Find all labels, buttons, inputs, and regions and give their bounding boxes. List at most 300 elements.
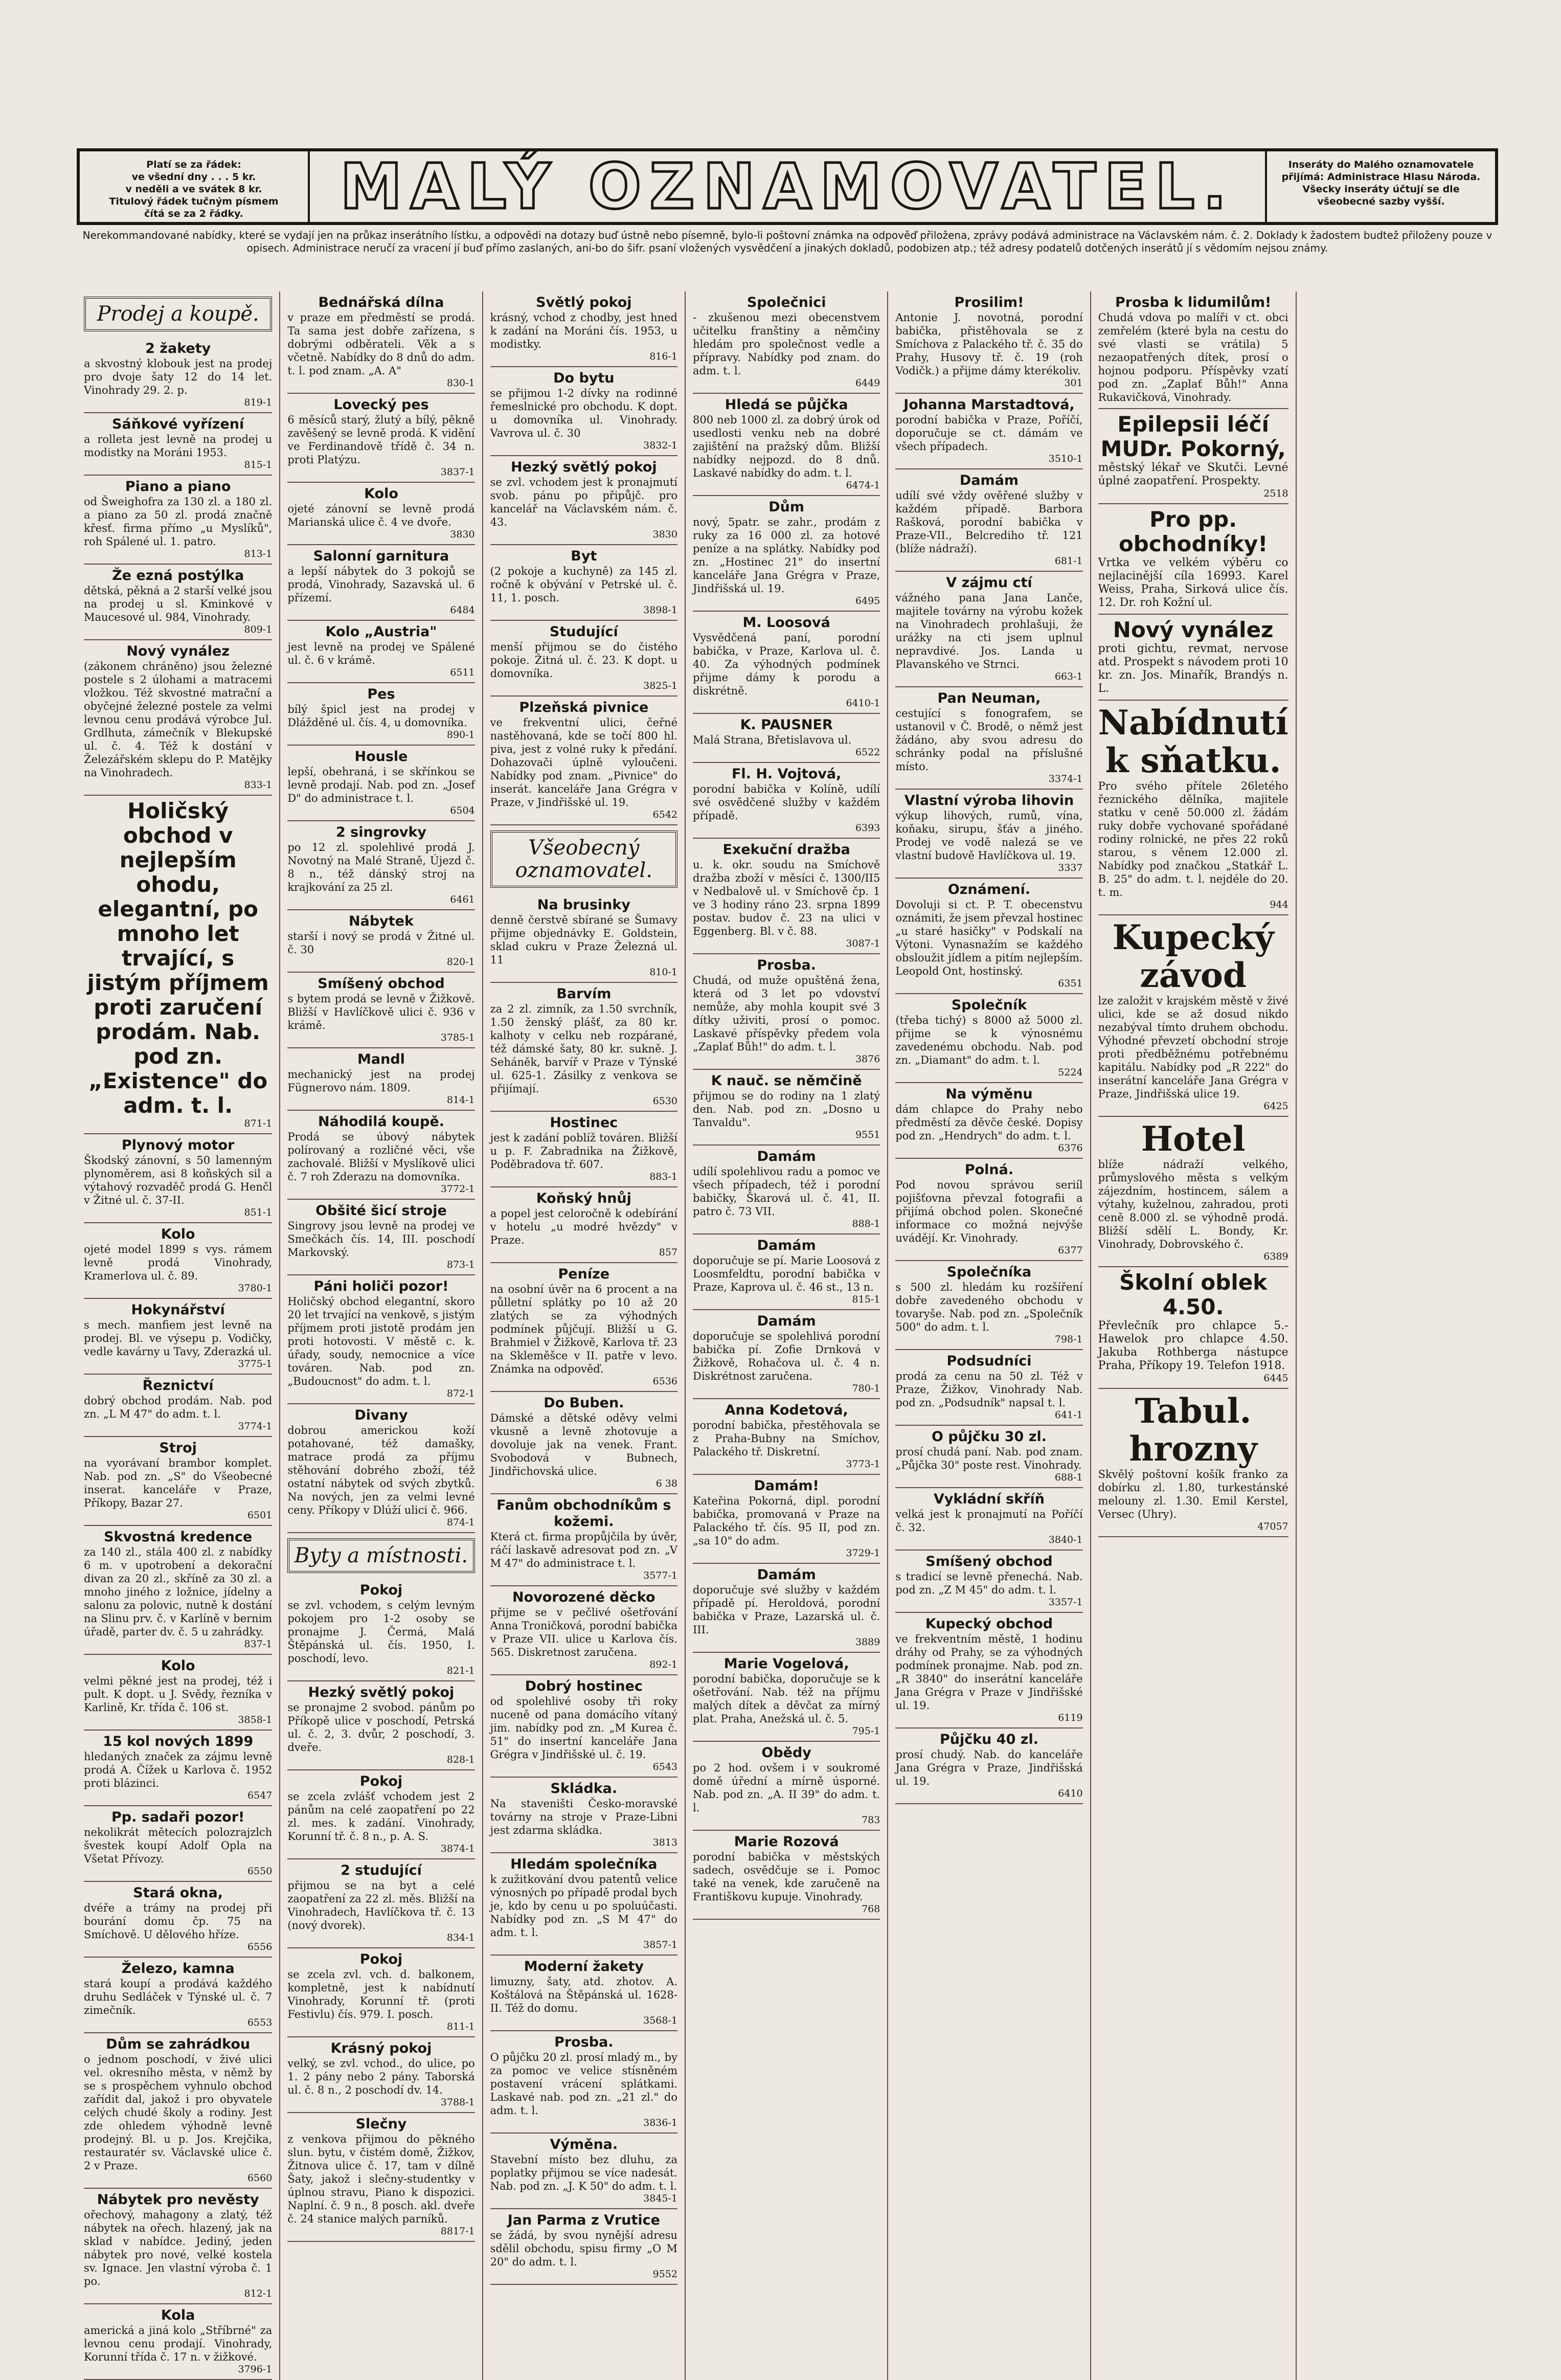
ad-text: Chudá vdova po malíři v ct. obci zemřelém (které byla na cestu do své vlasti se vrátila) 5 nezaopatřených dítek, prosí o hojnou podporu. Příspěvky vzatí pod zn. „Zaplať Bůh!" Anna Rukavičková, Vinohrady. <box>1098 311 1288 403</box>
ad-text: doporučuje své služby v každém případě pí. Heroldová, porodní babička v Praze, Lazarská ul. č. III. <box>693 1584 880 1636</box>
ad-text: nekolikrát mětecích polozrajzlch švestek koupí Adolf Opla na Všetat Přívozy. <box>84 1826 273 1865</box>
ad-text: Holičský obchod elegantní, skoro 20 let trvající na venkově, s jistým příjmem proti jistotě prodám jen proti hotovosti. V městě c. k. úřady, soudy, nemocnice a více továren. Nab. pod zn. „Budoucnost" do adm. t. l. <box>287 1295 475 1387</box>
ad-text: z venkova přijmou do pěkného slun. bytu, v čistém domě, Žižkov, Žitnova ulice č. 17, tam v dílně Šaty, jakož i slečny-studentky v úplnou stravu, Piano k dispozici. Naplní. č. 9 n., 8 posch. akl. dveře č. 24 stanice malých parníků. <box>287 2133 475 2225</box>
classified-ad <box>287 1200 474 1275</box>
ad-text: Kateřina Pokorná, dipl. porodní babička, promovaná v Praze na Palackého tř. čís. 95 II, pod zn. „sa 10" do adm. <box>693 1495 880 1547</box>
ad-heading: Dům se zahrádkou <box>106 2036 251 2052</box>
ad-number: 795-1 <box>852 1725 880 1737</box>
ad-column <box>685 291 887 2380</box>
classified-ad <box>895 1728 1082 1804</box>
section-heading: Všeobecný oznamovatel. <box>490 830 677 888</box>
classified-ad <box>490 1586 677 1675</box>
classified-ad <box>490 1494 677 1586</box>
ad-number: 681-1 <box>1054 555 1083 567</box>
ad-text: Která ct. firma propůjčila by úvěr, ráčí laskavě adresovat pod zn. „V M 47" do administrace t. l. <box>490 1531 677 1569</box>
ad-text: Antonie J. novotná, porodní babička, přistěhovala se z Smíchova z Palackého tř. č. 35 do Prahy, Husovy tř. č. 19 (roh Vodičk.) a přijme dámy kterékoliv. <box>895 311 1083 377</box>
classified-ad <box>490 1778 677 1853</box>
ad-heading: Podsudníci <box>946 1353 1032 1369</box>
ad-text: porodní babička v Kolíně, udílí své osvědčené služby v každém případě. <box>693 783 880 822</box>
ad-text: proti gichtu, revmat, nervose atd. Prospekt s návodem proti 10 kr. zn. Jos. Minařík, Brandýs n. L. <box>1098 642 1288 695</box>
ad-heading: 2 singrovky <box>335 824 427 840</box>
classified-ad <box>84 1375 272 1437</box>
ad-number: 3785-1 <box>440 1032 475 1043</box>
classified-ad <box>287 1048 474 1111</box>
classified-ad <box>490 1263 677 1392</box>
ad-number: 813-1 <box>244 548 273 559</box>
classified-ad <box>490 545 677 621</box>
rate-line: ve všední dny . . . 5 kr. <box>131 171 256 183</box>
ad-number: 874-1 <box>446 1517 475 1528</box>
ad-heading: Tabul. hrozny <box>1129 1391 1257 1469</box>
ad-heading: Prosba. <box>757 957 816 973</box>
ad-heading: Půjčku 40 zl. <box>939 1732 1039 1747</box>
ad-text: dětská, pěkná a 2 starší velké jsou na prodej u sl. Kminkové v Maucesové ul. 984, Vinohrady. <box>84 585 273 623</box>
ad-heading: Kolo <box>161 1658 195 1674</box>
ad-number: 3898-1 <box>643 604 677 616</box>
classified-ad <box>1098 1117 1288 1267</box>
classified-ad <box>693 763 880 839</box>
ad-heading: Smíšený obchod <box>318 976 445 992</box>
ad-number: 6449 <box>855 377 880 389</box>
classified-ad <box>490 291 677 367</box>
classified-ad <box>84 413 272 476</box>
ad-text: a lepší nábytek do 3 pokojů se prodá, Vinohrady, Sazavská ul. 6 přízemí. <box>287 565 475 604</box>
classified-ad <box>490 2209 677 2285</box>
ad-number: 6547 <box>247 1790 273 1801</box>
ad-heading: Že ezná postýlka <box>112 568 244 583</box>
ad-heading: Piano a piano <box>125 479 231 495</box>
masthead-info <box>1265 151 1495 222</box>
ad-heading: Pokoj <box>359 1773 403 1789</box>
ad-heading: Prosilim! <box>954 295 1024 310</box>
ad-heading: Hezký světlý pokoj <box>511 459 657 475</box>
classified-ad <box>287 483 474 545</box>
ad-text: dobrou americkou koží potahované, též damašky, matrace prodá za příjmu stěhování dobrého zboží, též ostatní nábytek od svých zbytků. Na nových, jen za velmi levné ceny. Příkopy v Dlúží ulici č. 966. <box>287 1424 475 1516</box>
ad-number: 6501 <box>247 1510 273 1521</box>
ad-number: 783 <box>862 1814 880 1826</box>
ad-number: 3788-1 <box>440 2097 475 2108</box>
ad-number: 809-1 <box>244 624 273 635</box>
ad-number: 3510-1 <box>1048 453 1083 464</box>
ad-text: porodní babička v Praze, Poříčí, doporučuje se ct. dámám ve všech případech. <box>895 414 1083 453</box>
ad-heading: Prosba k lidumilům! <box>1115 295 1272 310</box>
ad-heading: Stará okna, <box>133 1885 223 1901</box>
ad-number: 47057 <box>1257 1521 1288 1532</box>
ad-text: velký, se zvl. vchod., do ulice, po 1. 2 pány nebo 2 pány. Taborská ul. č. 8 n., 2 poschodí dv. 14. <box>287 2057 475 2096</box>
ad-heading: Obědy <box>761 1745 811 1761</box>
ad-number: 3825-1 <box>643 680 677 691</box>
ad-number: 6536 <box>652 1376 677 1387</box>
ad-number: 768 <box>862 1903 880 1915</box>
ad-heading: Dobrý hostinec <box>525 1678 643 1694</box>
ad-text: ve frekventní ulici, čeřné nastěhovaná, kde se točí 800 hl. piva, jest z volné ruky k předání. Dohazovači úplně vyloučeni. Nabídky pod znam. „Pivnice" do inserát. kanceláře Jana Grégra v Praze, v Jindřišské ul. 19. <box>490 716 677 809</box>
rate-line: Platí se za řádek: <box>146 159 241 170</box>
ad-text: menší přijmou se do čistého pokoje. Žitná ul. č. 23. K dopt. u domovníka. <box>490 641 677 680</box>
ad-heading: 2 studující <box>341 1862 422 1878</box>
ad-heading: Kola <box>161 2307 195 2323</box>
ad-number: 6556 <box>247 1941 273 1952</box>
ad-heading: Housle <box>354 749 408 765</box>
classified-ad <box>693 714 880 763</box>
ad-number: 821-1 <box>446 1665 475 1676</box>
classified-ad <box>895 1613 1082 1728</box>
classified-ad <box>287 1770 474 1859</box>
ad-number: 6410-1 <box>846 698 880 709</box>
ad-heading: Vlastní výroba lihovin <box>904 793 1074 809</box>
ad-number: 3568-1 <box>643 2015 677 2026</box>
classified-ad <box>895 291 1082 394</box>
ad-text: s mech. manfiem jest levně na prodej. Bl. ve výsepu p. Vodičky, vedle kavárny u Tavy, Zderazká ul. <box>84 1319 273 1358</box>
ad-text: za 2 zl. zimník, za 1.50 svrchník, 1.50 ženský plášť, za 80 kr. kalhoty v celku neb rozpárané, též dámské šaty, 80 kr. sukně. J. Seháněk, barvíř v Praze v Týnské ul. 625-1. Zásilky z venkova se přijímají. <box>490 1003 677 1095</box>
ad-text: u. k. okr. soudu na Smíchově dražba zboží v měsíci č. 1300/II5 v Nedbalově ul. v Smíchově čp. 1 ve 3 hodiny ráno 23. srpna 1899 postav. budov č. 23 na ulici v Eggenberg. Bl. v č. 88. <box>693 859 880 937</box>
ad-number: 6393 <box>855 822 880 834</box>
ad-number: 6425 <box>1263 1101 1288 1112</box>
classified-ad <box>84 476 272 565</box>
classified-ad <box>895 1159 1082 1261</box>
classified-ad <box>287 2037 474 2113</box>
ad-heading: Studující <box>549 624 618 640</box>
classified-ad <box>693 1742 880 1831</box>
classified-ad <box>490 1112 677 1187</box>
classified-ad <box>287 394 474 483</box>
ad-text: se žádá, by svou nynější adresu sdělil obchodu, spisu firmy „O M 20" do adm. t. l. <box>490 2229 677 2268</box>
ad-number: 828-1 <box>446 1754 475 1765</box>
ad-heading: Barvím <box>556 986 612 1002</box>
ad-heading: Náhodilá koupě. <box>318 1114 444 1130</box>
ad-text: lze založit v krajském městě v živé ulici, kde se až dosud nikdo nezabýval tímto druhem obchodu. Výhodné převzetí obchodní stroje proti předběžnému potřebnému kapitálu. Nabídky pod „R 222" do inserátní kanceláře Jana Grégra v Praze, Jindřišská ulice 19. <box>1098 995 1288 1100</box>
ad-text: porodní babička, přestěhovala se z Praha-Bubny na Smíchov, Palackého tř. Diskretní. <box>693 1419 880 1458</box>
ad-text: porodní babička v městských sadech, osvědčuje se i. Pomoc také na venek, kde zaručeně na Františkovu kupuje. Vinohrady. <box>693 1851 880 1903</box>
ad-text: blíže nádraží velkého, průmyslového města s velkým zájezdním, hostincem, sálem a výtahy, kuželnou, zahradou, proti ceně 8.000 zl. se výhodně prodá. Bližší sdělí L. Bondy, Kr. Vinohrady, Dobrovského č. <box>1098 1158 1288 1250</box>
classified-ad <box>490 1392 677 1494</box>
ad-number: 815-1 <box>244 459 273 470</box>
ad-number: 6560 <box>247 2172 273 2184</box>
ad-heading: Pan Neuman, <box>937 690 1041 706</box>
ad-heading: Krásný pokoj <box>330 2040 432 2056</box>
classified-ad <box>287 746 474 821</box>
ad-heading: Kupecký závod <box>1112 917 1274 995</box>
ad-text: k zužitkování dvou patentů velice výnosných po případě prodal bych je, kdo by cenu u po spoluúčasti. Nabídky pod zn. „S M 47" do adm. t. l. <box>490 1873 677 1939</box>
ad-heading: Stroj <box>159 1440 197 1456</box>
ad-text: se zvl. vchodem jest k pronajmutí svob. pánu po připůjč. pro kancelář na Václavském nám. č. 43. <box>490 476 677 528</box>
ad-text: přijmou se do rodiny na 1 zlatý den. Nab. pod zn. „Dosno u Tanvaldu". <box>693 1090 880 1129</box>
classified-ad <box>84 2189 272 2304</box>
classified-ad <box>84 1299 272 1375</box>
classified-ad <box>1098 1389 1288 1537</box>
classified-ad <box>84 1526 272 1655</box>
ad-number: 3780-1 <box>238 1283 273 1294</box>
ad-text: krásný, vchod z chodby, jest hned k zadání na Moráni čís. 1953, u modistky. <box>490 311 677 350</box>
ad-heading: Školní oblek 4.50. <box>1119 1270 1268 1319</box>
ad-text: prosí chudý. Nab. do kanceláře Jana Grégra v Praze, Jindřišská ul. 19. <box>895 1748 1083 1787</box>
ad-text: porodní babička, doporučuje se k ošetřování. Nab. též na příjmu malých dítek a děvčat za mírný plat. Praha, Anežská ul. č. 5. <box>693 1673 880 1725</box>
ad-column <box>1296 291 1498 2380</box>
classified-ad <box>287 683 474 746</box>
ad-heading: Jan Parma z Vrutice <box>507 2212 660 2228</box>
section-heading: Byty a místnosti. <box>287 1538 474 1573</box>
ad-text: hledaných značek za zájmu levně prodá A. Čížek u Karlova č. 1952 proti blázinci. <box>84 1750 273 1789</box>
page-title: MALÝ OZNAMOVATEL. <box>340 150 1235 223</box>
ad-text: Na staveništi Česko-moravské továrny na stroje v Praze-Libni jest zdarma skládka. <box>490 1798 677 1836</box>
ad-text: Malá Strana, Břetislavova ul. <box>693 734 852 746</box>
ad-text: Skvělý poštovní košík franko za dobírku zl. 1.80, turkestánské melouny zl. 1.30. Emil Kerstel, Versec (Uhry). <box>1098 1468 1288 1520</box>
ad-heading: Kolo <box>364 486 398 502</box>
classified-ad <box>287 545 474 621</box>
ad-text: Pro svého přítele 26letého řeznického dělníka, majitele statku v ceně 50.000 zl. žádám ruky dobře vychované spořádané rodiny rolnické, ne přes 22 roků starou, s věnem 12.000 zl. Nabídky pod značkou „Statkář L. B. 25" do adm. t. l. nejdéle do 20. t. m. <box>1098 780 1288 899</box>
ad-text: limuzny, šaty, atd. zhotov. A. Koštálová na Štěpánská ul. 1628-II. Též do domu. <box>490 1975 677 2014</box>
ad-number: 6542 <box>652 809 677 820</box>
classified-ad <box>693 1831 880 1920</box>
ad-number: 9552 <box>652 2269 677 2280</box>
ad-text: přijmou se na byt a celé zaopatření za 22 zl. měs. Bližší na Vinohradech, Havlíčkova tř. č. 13 (nový dvorek). <box>287 1879 475 1932</box>
ad-number: 872-1 <box>446 1388 475 1399</box>
ad-number: 6389 <box>1263 1251 1288 1262</box>
ad-number: 301 <box>1064 377 1083 389</box>
ad-text: - zkušenou mezi obecenstvem učitelku franštiny a němčiny hledám pro společnost vedle a přípravy. Nabídky pod znam. do adm. t. l. <box>693 311 880 377</box>
classified-ad <box>490 1187 677 1263</box>
ad-heading: Nový vynález <box>126 643 230 659</box>
ad-text: dám chlapce do Prahy nebo předměstí za děvče české. Dopisy pod zn. „Hendrych" do adm. t. l. <box>895 1103 1083 1142</box>
info-line: přijímá: Administrace Hlasu Národa. <box>1281 171 1481 183</box>
ad-heading: Polná. <box>964 1162 1014 1178</box>
ad-heading: Obšité šicí stroje <box>315 1203 447 1219</box>
ad-heading: Nabídnutí k sňatku. <box>1098 703 1288 780</box>
ad-heading: Hledá se půjčka <box>725 397 848 413</box>
ad-heading: Nábytek pro nevěsty <box>97 2192 259 2208</box>
ad-heading: Dům <box>768 499 805 515</box>
ad-number: 3832-1 <box>643 440 677 451</box>
info-line: Všecky inseráty účtují se dle všeobecné sazby vyšší. <box>1302 184 1460 207</box>
ad-heading: Železo, kamna <box>121 1961 235 1977</box>
ad-number: 811-1 <box>446 2021 475 2032</box>
ad-heading: Moderní žakety <box>524 1959 644 1974</box>
classified-ad <box>287 1859 474 1948</box>
ad-number: 3874-1 <box>440 1843 475 1854</box>
ad-number: 3774-1 <box>238 1421 273 1432</box>
ad-heading: Plzeňská pivnice <box>519 700 649 715</box>
ad-number: 3889 <box>855 1636 880 1648</box>
ad-text: Dámské a dětské oděvy velmi vkusně a levně zhotovuje a dovoluje jak na venek. Frant. Svobodová v Bubnech, Jindřichovská ulice. <box>490 1412 677 1477</box>
ad-text: jest levně na prodej ve Spálené ul. č. 6 v krámě. <box>287 641 475 666</box>
ad-number: 3087-1 <box>846 938 880 949</box>
ad-text: O půjčku 20 zl. prosí mladý m., by za pomoc ve velice stísněném postavení vrácení splátkami. Laskavé nab. pod zn. „21 zl." do adm. t. l. <box>490 2051 677 2117</box>
classified-ad <box>84 1655 272 1731</box>
ad-heading: Damám <box>959 473 1019 488</box>
ad-number: 3577-1 <box>643 1570 677 1581</box>
ad-heading: Marie Rozová <box>734 1834 839 1850</box>
classified-ad <box>490 1956 677 2031</box>
ad-text: Dovoluji si ct. P. T. obecenstvu oznámiti, že jsem převzal hostinec „u staré hasičky" v Podskalí na Výtoni. Vynasnažím se každého obsloužit jídlem a pitím nejlepším. Leopold Ont, hostinský. <box>895 899 1083 977</box>
ad-text: mechanický jest na prodej Fügnerovo nám. 1809. <box>287 1068 475 1094</box>
classified-ad <box>287 1111 474 1200</box>
ad-heading: Hledám společníka <box>510 1856 658 1872</box>
classified-ad <box>84 1437 272 1526</box>
classified-ad <box>693 954 880 1070</box>
classified-ad <box>895 1551 1082 1613</box>
ad-text: se zvl. vchodem, s celým levným pokojem pro 1-2 osoby se pronajme J. Čermá, Malá Štěpánská ul. čís. 1950, I. poschodí, levo. <box>287 1599 475 1665</box>
ad-heading: Nábytek <box>349 913 414 929</box>
classified-ad <box>287 821 474 910</box>
ad-text: ořechový, mahagony a zlatý, též nábytek na ořech. hlazený, jak na sklad v nabídce. Jediný, jeden nábytek pro nové, velké kostela sv. Ignace. Jen vlastní výroba č. 1 po. <box>84 2209 273 2287</box>
classified-ad <box>287 2113 474 2242</box>
ad-heading: Sáňkové vyřízení <box>112 416 244 432</box>
ad-text: Pod novou správou seriíl pojišťovna převzal fotografii a přijímá obchod polen. Skonečné informace co možná nejvýše uvádějí. Kr. Vinohrady. <box>895 1179 1083 1244</box>
classified-ad <box>895 1261 1082 1350</box>
ad-number: 3858-1 <box>238 1714 273 1725</box>
ad-heading: Kolo „Austria" <box>325 624 437 640</box>
ad-text: od Šweighofra za 130 zl. a 180 zl. a piano za 50 zl. prodá značně křesť. firma přímo „u Myslíků", roh Spálené ul. 1. patro. <box>84 496 273 548</box>
ad-heading: Novorozené děcko <box>512 1589 655 1605</box>
ad-number: 3796-1 <box>238 2364 273 2375</box>
classified-ad <box>895 469 1082 572</box>
classified-ad <box>84 338 272 413</box>
ad-text: o jednom poschodí, v živé ulici vel. okresního města, v němž by se s prospěchem vyhnulo obchod zařídit dal, jakož i pro obyvatele celých chudé školy a rodiny. Jest zde ohledem výhodně levně prodejný. Bl. u p. Jos. Krejčika, restauratér sv. Václavské ulice č. 2 v Praze. <box>84 2053 273 2172</box>
section-heading: Prodej a koupě. <box>84 297 272 331</box>
ad-text: s tradicí se levně přenechá. Nab. pod zn. „Z M 45" do adm. t. l. <box>895 1570 1083 1596</box>
ad-heading: Koňský hnůj <box>536 1191 631 1206</box>
ad-number: 6504 <box>450 805 475 816</box>
rate-line: Titulový řádek tučným písmem <box>109 196 279 207</box>
ad-heading: Hezký světlý pokoj <box>308 1685 455 1700</box>
ad-number: 3836-1 <box>643 2117 677 2128</box>
ad-number: 812-1 <box>244 2288 273 2299</box>
classified-ad <box>84 640 272 796</box>
classified-ad <box>84 1223 272 1299</box>
ad-number: 816-1 <box>649 351 677 362</box>
masthead-note: Nerekommandované nabídky, které se vydají jen na průkaz inserátního lístku, a odpovědi na dotazy buď ústně nebo písemně, bylo-li poštovní známka na odpověď přiložena, zprávy podává administrace na Václavském nám. č. 2. Doklady k žadostem budtež přiloženy pouze v opisech. Administrace neručí za vracení jí buď přímo zaslaných, ani-bo do šifr. psaní vložených vysvědčení a jinakých dokladů, podobizen atp.; též adresy podatelů dotčených inserátů jí s vědomím nejsou známy. <box>82 229 1492 254</box>
ad-columns <box>77 291 1498 2375</box>
ad-heading: Pes <box>367 686 395 702</box>
classified-ad <box>490 621 677 697</box>
ad-text: ve frekventním městě, 1 hodinu dráhy od Prahy, se za výhodných podmínek pronajme. Nab. pod zn. „R 3840" do inserátní kanceláře Jana Grégra v Praze v Jindřišské ul. 19. <box>895 1633 1083 1712</box>
ad-text: a rolleta jest levně na prodej u modistky na Moráni 1953. <box>84 433 273 459</box>
ad-heading: Fanům obchodníkům s kožemi. <box>496 1497 671 1530</box>
ad-number: 6351 <box>1058 978 1083 989</box>
ad-heading: 15 kol nových 1899 <box>103 1734 254 1749</box>
ad-heading: Pp. sadaři pozor! <box>111 1809 245 1825</box>
ad-text: výkup lihových, rumů, vína, koňaku, sirupu, šťáv a jiného. Prodej ve vodě nalezá se ve vlastní budově Havlíčkova ul. 19. <box>895 810 1083 862</box>
ad-number: 3775-1 <box>238 1358 273 1369</box>
ad-number: 5224 <box>1058 1067 1083 1078</box>
ad-text: po 2 hod. ovšem i v soukromé domě úřední a mírně úsporné. Nab. pod zn. „A. II 39" do adm. t. l. <box>693 1762 880 1814</box>
ad-heading: Anna Kodetová, <box>725 1402 848 1418</box>
ad-text: v praze em předměstí se prodá. Ta sama jest dobře zařízena, s dobrými odběrateli. Věk a s včetně. Nabídky do 8 dnů do adm. t. l. pod znam. „A. A" <box>287 311 475 377</box>
ad-text: na osobní úvěr na 6 procent a na půlletní splátky po 10 až 20 zlatých se za výhodných podmínek půjčují. Bližší u G. Brahmiel v Žižkově, Karlova tř. 23 na Skleměšce v II. patře v levo. Známka na odpověď. <box>490 1283 677 1375</box>
info-line: Inseráty do Malého oznamovatele <box>1288 159 1474 170</box>
ad-heading: Pokoj <box>359 1582 403 1598</box>
classified-ad <box>287 1275 474 1404</box>
ad-heading: Výměna. <box>550 2137 618 2152</box>
classified-ad <box>693 839 880 954</box>
ad-number: 871-1 <box>244 1118 273 1129</box>
ad-heading: M. Loosová <box>742 615 830 631</box>
ad-number: 6530 <box>652 1095 677 1107</box>
ad-text: se pronajme 2 svobod. pánům po Příkopě ulice v poschodí, Petrská ul. č. 2, 3. dvůr, 2 poschodí, 3. dveře. <box>287 1701 475 1754</box>
ad-text: (třeba tichý) s 8000 až 5000 zl. přijme se k výnosnému zavedenému obchodu. Nab. pod zn. „Diamant" do adm. t. l. <box>895 1014 1083 1066</box>
ad-text: přijme se v pečlivé ošetřování Anna Troničková, porodní babička v Praze VII. ulice u Karlova čís. 565. Diskretnost zaručena. <box>490 1606 677 1658</box>
ad-number: 3830 <box>652 529 677 540</box>
ad-column <box>1090 291 1296 2380</box>
classified-ad <box>895 790 1082 879</box>
ad-text: Převlečník pro chlapce 5.- Hawelok pro chlapce 4.50. Jakuba Rothberga nástupce Praha, Příkopy 19. Telefon 1918. <box>1098 1319 1288 1372</box>
classified-ad <box>1098 291 1288 409</box>
ad-number: 873-1 <box>446 1259 475 1270</box>
ad-heading: Plynový motor <box>121 1137 235 1153</box>
ad-text: městský lékař ve Skutči. Levné úplné zaopatření. Prospekty. <box>1098 461 1288 487</box>
ad-text: ojeté model 1899 s vys. rámem levně prodá Vinohrady, Kramerlova ul. č. 89. <box>84 1243 273 1282</box>
ad-number: 857 <box>659 1247 677 1258</box>
ad-column <box>482 291 685 2380</box>
classified-ad <box>490 894 677 983</box>
ad-number: 3729-1 <box>846 1547 880 1559</box>
ad-text: velká jest k pronajmutí na Poříčí č. 32. <box>895 1508 1083 1534</box>
classified-ad <box>84 1882 272 1958</box>
classified-ad <box>895 1426 1082 1488</box>
ad-heading: Kolo <box>161 1226 195 1242</box>
classified-ad <box>895 572 1082 687</box>
classified-ad <box>895 1083 1082 1159</box>
ad-text: bílý špicl jest na prodej v Dlážděné ul. čís. 4, u domovníka. <box>287 703 475 729</box>
ad-text: s 500 zl. hledám ku rozšíření dobře zavedeného obchodu v tovaryše. Nab. pod zn. „Společník 500" do adm. t. l. <box>895 1281 1083 1333</box>
ad-text: se zcela zvlášť vchodem jest 2 pánům na celé zaopatření po 22 zl. mes. k zadání. Vinohrady, Korunní tř. č. 8 n., p. A. S. <box>287 1790 475 1843</box>
ad-number: 833-1 <box>244 779 273 791</box>
ad-heading: Oznámení. <box>947 882 1031 897</box>
ad-heading: Skvostná kredence <box>104 1529 253 1545</box>
ad-text: Singrovy jsou levně na prodej ve Smečkách čís. 14, III. poschodí Markovský. <box>287 1220 475 1259</box>
classified-ad <box>1098 504 1288 615</box>
ad-number: 6511 <box>450 667 475 678</box>
ad-number: 6550 <box>247 1866 273 1877</box>
ad-number: 890-1 <box>446 729 475 740</box>
ad-number: 780-1 <box>852 1383 880 1394</box>
ad-heading: Nový vynález <box>1113 617 1274 642</box>
masthead-rates <box>80 151 310 222</box>
ad-number: 6445 <box>1263 1373 1288 1384</box>
ad-heading: Vykládní skříň <box>934 1491 1045 1507</box>
ad-heading: Damám <box>757 1149 816 1164</box>
ad-text: americká a jiná kolo „Stříbrné" za levnou cenu prodají. Vinohrady, Korunní třída č. 17 n. v žižkové. <box>84 2324 273 2363</box>
masthead <box>77 148 1498 225</box>
classified-ad <box>693 496 880 612</box>
ad-column <box>887 291 1090 2380</box>
ad-text: doporučuje se pí. Marie Loosová z Loosmfeldtu, porodní babička v Praze, Kaprova ul. č. 46 st., 13 n. <box>693 1254 880 1293</box>
ad-number: 6474-1 <box>846 480 880 491</box>
ad-heading: Damám! <box>754 1478 819 1494</box>
ad-number: 944 <box>1270 899 1288 910</box>
classified-ad <box>287 1681 474 1770</box>
classified-ad <box>84 1134 272 1223</box>
ad-number: 888-1 <box>852 1218 880 1229</box>
classified-ad <box>84 796 272 1134</box>
classified-ad <box>84 2304 272 2380</box>
classified-ad <box>490 367 677 456</box>
ad-heading: Do bytu <box>553 370 615 386</box>
classified-ad <box>1098 615 1288 701</box>
ad-number: 9551 <box>855 1129 880 1140</box>
ad-text: a popel jest celoročně k odebírání v hotelu „u modré hvězdy" v Praze. <box>490 1207 677 1246</box>
ad-heading: Do Buben. <box>544 1395 624 1411</box>
ad-text: cestující s fonografem, se ustanovil v Č. Brodě, o němž jest žádáno, aby svou adresu do schránky podal na příslušné místo. <box>895 707 1083 773</box>
ad-number: 834-1 <box>446 1932 475 1943</box>
ad-heading: Damám <box>757 1238 816 1253</box>
ad-heading: Byt <box>571 548 597 564</box>
ad-number: 641-1 <box>1054 1409 1083 1421</box>
ad-text: s bytem prodá se levně v Žižkově. Bližší v Havlíčkově ulici č. 936 v krámě. <box>287 993 475 1031</box>
classified-ad <box>287 621 474 683</box>
ad-number: 3374-1 <box>1048 773 1083 784</box>
ad-number: 6376 <box>1058 1142 1083 1154</box>
ad-text: 6 měsíců starý, žlutý a bílý, pěkně zavěšený se levně prodá. K vidění ve Ferdinandově třídě č. 34 n. proti Platýzu. <box>287 414 475 466</box>
